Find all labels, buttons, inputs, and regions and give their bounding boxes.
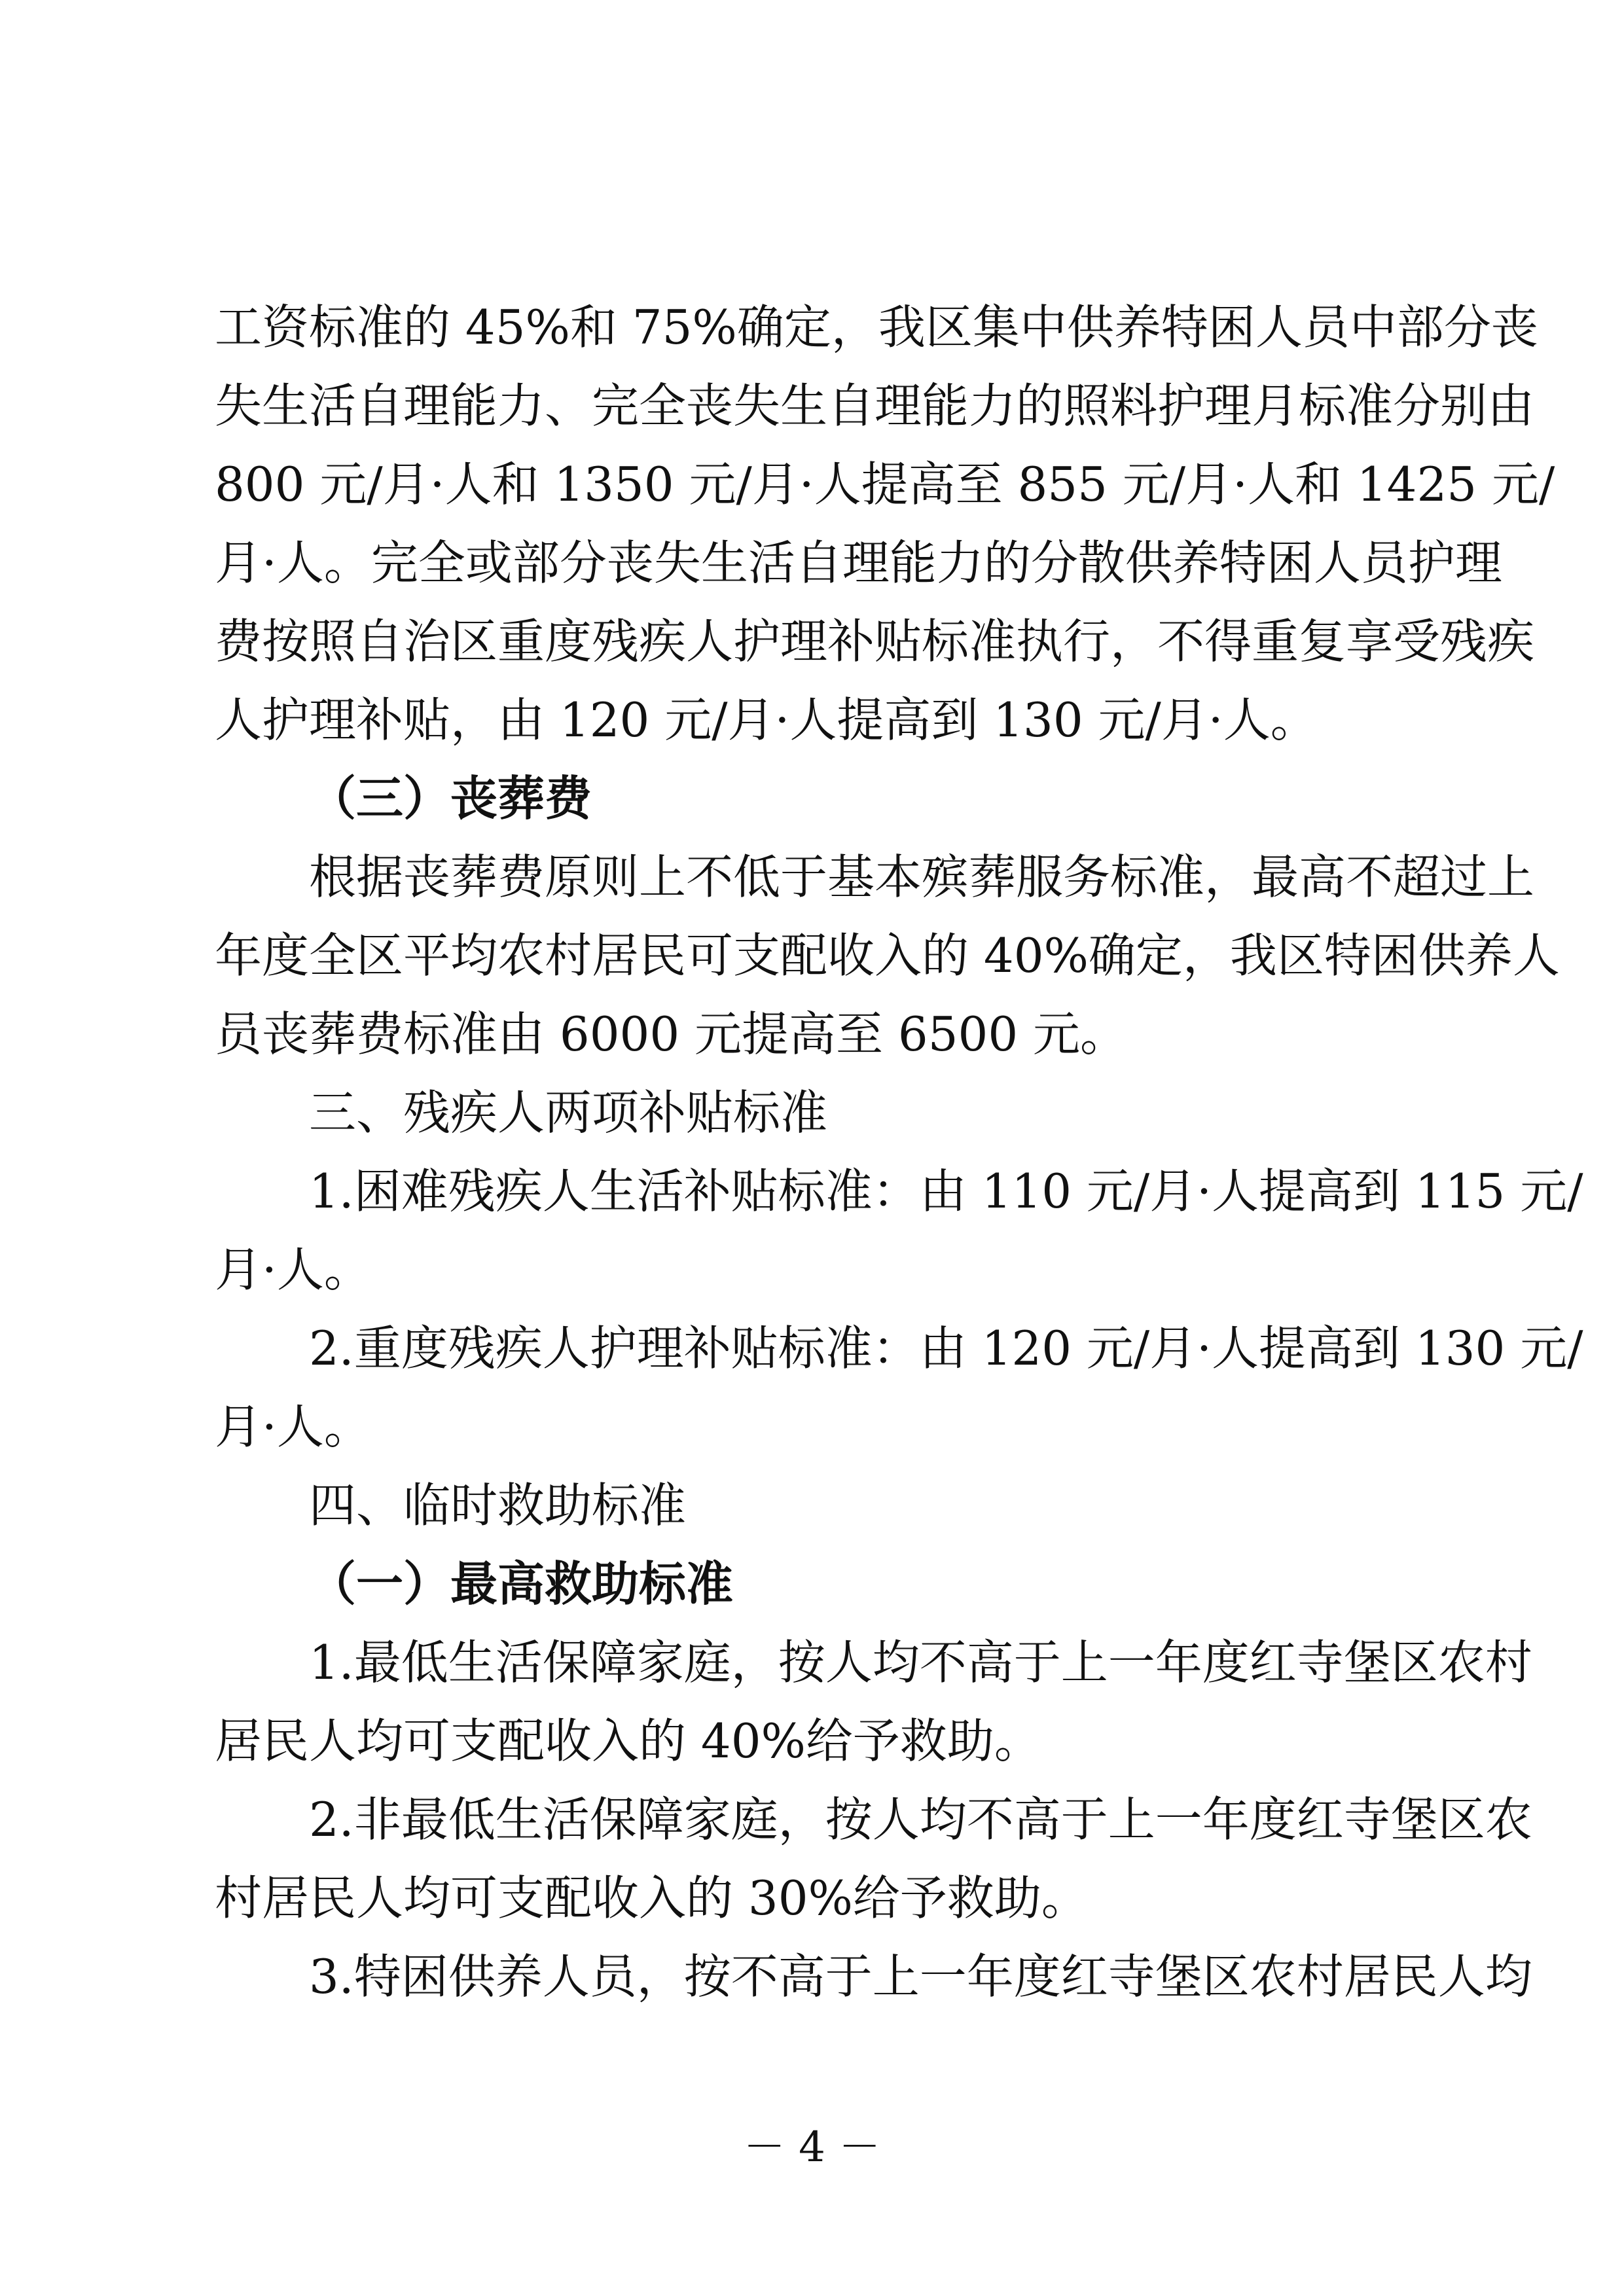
list-item-line: 3.特困供养人员，按不高于上一年度红寺堡区农村居民人均 — [309, 1949, 1532, 2004]
list-item-line: 2.非最低生活保障家庭，按人均不高于上一年度红寺堡区农 — [309, 1792, 1532, 1847]
body-line: 月·人。完全或部分丧失生活自理能力的分散供养特困人员护理 — [215, 535, 1502, 590]
list-item-line: 居民人均可支配收入的 40%给予救助。 — [215, 1713, 1041, 1768]
section-heading-temporary-relief: 四、临时救助标准 — [309, 1478, 687, 1533]
page-number: － 4 － — [743, 2123, 881, 2172]
subsection-heading-funeral: （三）丧葬费 — [309, 771, 592, 826]
list-item-line: 村居民人均可支配收入的 30%给予救助。 — [215, 1871, 1089, 1926]
list-item-line: 1.最低生活保障家庭，按人均不高于上一年度红寺堡区农村 — [309, 1635, 1532, 1690]
list-item-line: 月·人。 — [215, 1399, 371, 1454]
list-item-line: 2.重度残疾人护理补贴标准：由 120 元/月·人提高到 130 元/ — [309, 1321, 1583, 1376]
body-line: 费按照自治区重度残疾人护理补贴标准执行，不得重复享受残疾 — [215, 614, 1535, 669]
body-line: 人护理补贴，由 120 元/月·人提高到 130 元/月·人。 — [215, 692, 1318, 747]
list-item-line: 月·人。 — [215, 1242, 371, 1297]
body-line: 工资标准的 45%和 75%确定，我区集中供养特困人员中部分丧 — [215, 300, 1538, 355]
body-line: 800 元/月·人和 1350 元/月·人提高至 855 元/月·人和 1425 元/ — [215, 457, 1555, 512]
subsection-heading-max-relief: （一）最高救助标准 — [309, 1556, 734, 1611]
section-heading-disability-subsidy: 三、残疾人两项补贴标准 — [309, 1085, 828, 1140]
list-item-line: 1.困难残疾人生活补贴标准：由 110 元/月·人提高到 115 元/ — [309, 1164, 1583, 1219]
body-line: 失生活自理能力、完全丧失生自理能力的照料护理月标准分别由 — [215, 378, 1535, 433]
body-line: 员丧葬费标准由 6000 元提高至 6500 元。 — [215, 1007, 1128, 1062]
body-line: 根据丧葬费原则上不低于基本殡葬服务标准，最高不超过上 — [309, 850, 1535, 905]
body-line: 年度全区平均农村居民可支配收入的 40%确定，我区特困供养人 — [215, 928, 1560, 983]
